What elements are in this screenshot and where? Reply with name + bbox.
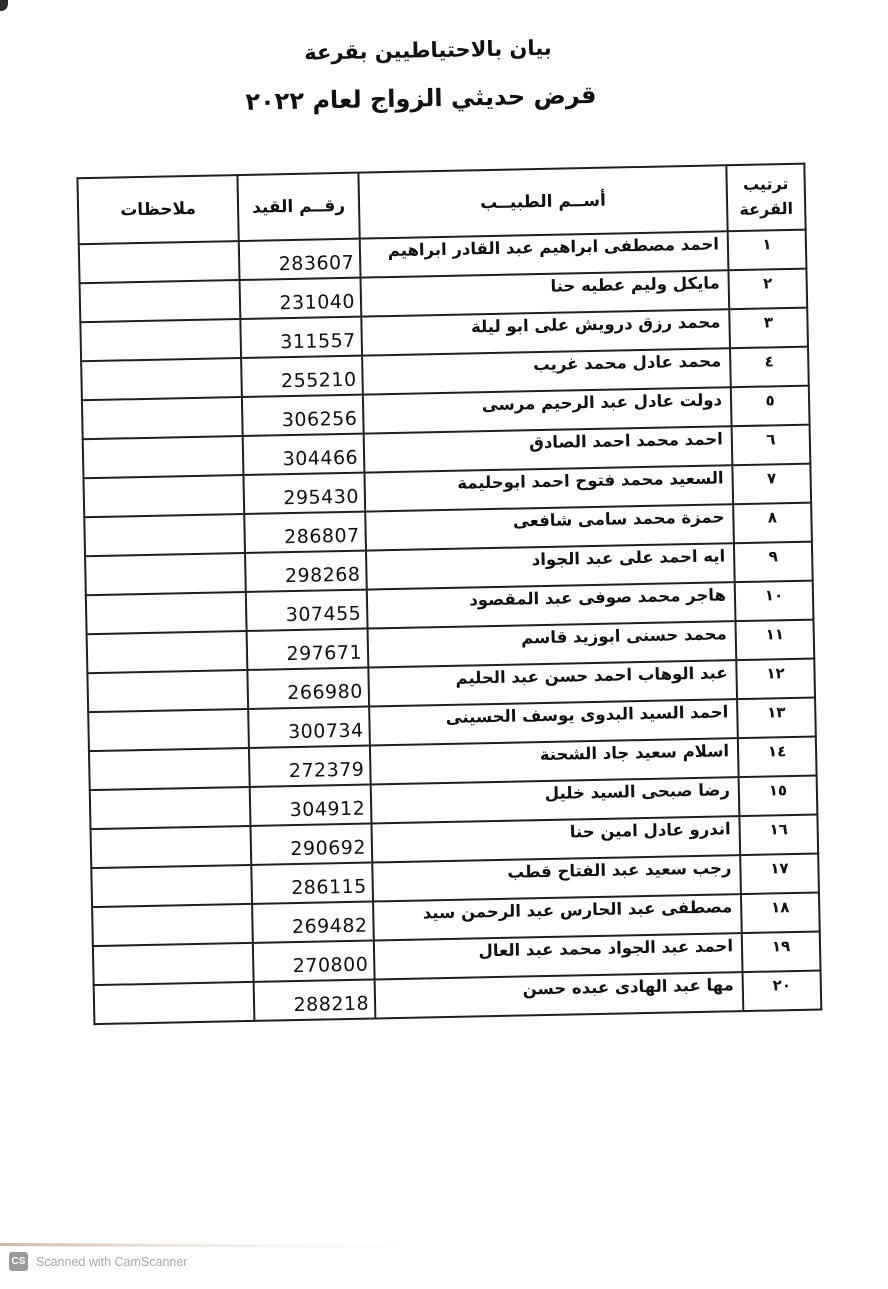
doctor-name-cell: ايه احمد على عبد الجواد [366, 543, 735, 589]
lottery-reserves-table [76, 163, 822, 1025]
notes-cell [86, 592, 247, 634]
doctor-name-cell: مايكل وليم عطيه حنا [361, 270, 730, 316]
header-doctor-name: أســم الطبيــب [358, 165, 727, 238]
doctor-name-cell: رجب سعيد عبد الفتاح قطب [372, 855, 741, 901]
document-titles [0, 29, 878, 121]
registration-number-cell: 270800 [253, 940, 375, 981]
lottery-order-cell: ٣ [729, 308, 808, 349]
doctor-name-cell: اندرو عادل امين حنا [371, 816, 740, 862]
lottery-order-cell: ١٥ [739, 776, 818, 817]
registration-number-cell: 306256 [242, 395, 364, 436]
doctor-name-cell: رضا صبحى السيد خليل [371, 777, 740, 823]
notes-cell [92, 904, 253, 946]
notes-cell [80, 319, 241, 361]
lottery-order-cell: ١٩ [742, 932, 821, 973]
lottery-order-cell: ١٠ [735, 581, 814, 622]
lottery-order-cell: ١٦ [739, 815, 818, 856]
doctor-name-cell: احمد مصطفى ابراهيم عبد القادر ابراهيم [360, 231, 729, 277]
registration-number-cell: 295430 [243, 473, 365, 514]
notes-cell [83, 436, 244, 478]
lottery-order-cell: ١٨ [741, 893, 820, 934]
registration-number-cell: 311557 [240, 317, 362, 358]
camscanner-watermark-text: Scanned with CamScanner [36, 1254, 188, 1269]
camscanner-logo-icon: CS [9, 1252, 28, 1271]
registration-number-cell: 266980 [247, 668, 369, 709]
lottery-order-cell: ١٢ [736, 659, 815, 700]
doctor-name-cell: مصطفى عبد الحارس عبد الرحمن سيد [373, 894, 742, 940]
lottery-order-cell: ١٧ [740, 854, 819, 895]
registration-number-cell: 307455 [246, 590, 368, 631]
registration-number-cell: 272379 [249, 746, 371, 787]
lottery-order-cell: ١١ [735, 620, 814, 661]
notes-cell [89, 748, 250, 790]
registration-number-cell: 304912 [250, 785, 372, 826]
registration-number-cell: 286807 [244, 512, 366, 553]
camscanner-watermark [9, 1252, 187, 1271]
doctor-name-cell: محمد حسنى ابوزيد قاسم [368, 621, 737, 667]
notes-cell [88, 709, 249, 751]
document-title-line2: قرض حديثي الزواج لعام ٢٠٢٢ [245, 80, 597, 116]
registration-number-cell: 269482 [252, 901, 374, 942]
header-notes: ملاحظات [77, 175, 238, 244]
notes-cell [85, 553, 246, 595]
doctor-name-cell: مها عبد الهادى عبده حسن [375, 972, 744, 1018]
registration-number-cell: 288218 [254, 979, 376, 1020]
lottery-order-cell: ٩ [734, 542, 813, 583]
notes-cell [84, 514, 245, 556]
registration-number-cell: 290692 [250, 824, 372, 865]
notes-cell [91, 826, 252, 868]
notes-cell [87, 631, 248, 673]
doctor-name-cell: السعيد محمد فتوح احمد ابوحليمة [364, 465, 733, 511]
doctor-name-cell: دولت عادل عبد الرحيم مرسى [363, 387, 732, 433]
document-title-line1: بيان بالاحتياطيين بقرعة [304, 35, 552, 65]
doctor-name-cell: عبد الوهاب احمد حسن عبد الحليم [368, 660, 737, 706]
doctor-name-cell: احمد محمد احمد الصادق [364, 426, 733, 472]
doctor-name-cell: احمد عبد الجواد محمد عبد العال [374, 933, 743, 979]
registration-number-cell: 286115 [251, 862, 373, 903]
header-registration-number: رقــم القيد [237, 173, 359, 241]
header-lottery-order-line1: ترتيب [742, 174, 789, 195]
lottery-order-cell: ٢٠ [743, 971, 822, 1012]
doctor-name-cell: محمد رزق درويش على ابو ليلة [361, 309, 730, 355]
registration-number-cell: 283607 [239, 239, 361, 280]
doctor-name-cell: احمد السيد البدوى يوسف الحسينى [369, 699, 738, 745]
registration-number-cell: 231040 [240, 278, 362, 319]
registration-number-cell: 300734 [248, 707, 370, 748]
lottery-order-cell: ١ [728, 230, 807, 271]
registration-number-cell: 304466 [243, 434, 365, 475]
doctor-name-cell: حمزة محمد سامى شافعى [365, 504, 734, 550]
lottery-order-cell: ٥ [731, 386, 810, 427]
registration-number-cell: 255210 [241, 356, 363, 397]
doctor-name-cell: اسلام سعيد جاد الشحنة [370, 738, 739, 784]
lottery-order-cell: ٨ [733, 503, 812, 544]
notes-cell [83, 475, 244, 517]
notes-cell [81, 358, 242, 400]
lottery-order-cell: ٧ [732, 464, 811, 505]
notes-cell [80, 280, 241, 322]
doctor-name-cell: محمد عادل محمد غريب [362, 348, 731, 394]
notes-cell [79, 241, 240, 283]
lottery-order-cell: ١٤ [738, 737, 817, 778]
header-lottery-order-line2: القرعة [739, 198, 794, 219]
lottery-order-cell: ٦ [732, 425, 811, 466]
notes-cell [90, 787, 251, 829]
registration-number-cell: 298268 [245, 551, 367, 592]
notes-cell [82, 397, 243, 439]
lottery-order-cell: ٤ [730, 347, 809, 388]
notes-cell [91, 865, 252, 907]
doctor-name-cell: هاجر محمد صوفى عبد المقصود [367, 582, 736, 628]
registration-number-cell: 297671 [247, 629, 369, 670]
notes-cell [93, 943, 254, 985]
lottery-order-cell: ١٣ [737, 698, 816, 739]
header-lottery-order [726, 164, 805, 232]
notes-cell [87, 670, 248, 712]
notes-cell [94, 982, 255, 1024]
lottery-order-cell: ٢ [728, 269, 807, 310]
